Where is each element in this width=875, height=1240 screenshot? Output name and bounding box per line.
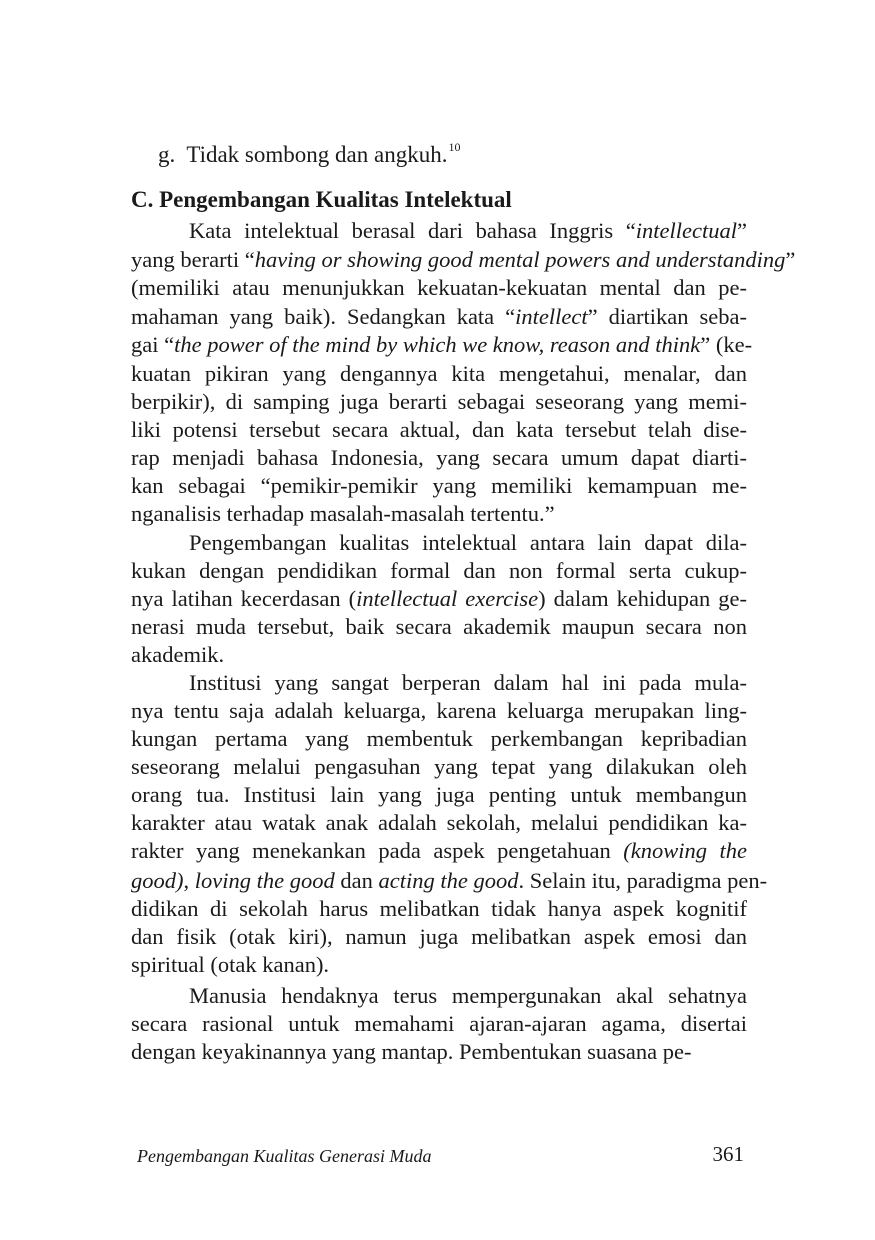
text-run: Kata intelektual berasal dari bahasa Inggris “ [189, 218, 636, 243]
text-line [131, 330, 753, 359]
text-line [131, 556, 747, 585]
text-run: ” [785, 247, 796, 272]
text-run: kuatan pikiran yang dengannya kita mengetahui, menalar, dan [131, 361, 747, 386]
italic-phrase: the power of the mind by which we know, reason and think [174, 332, 701, 357]
text-run: orang tua. Institusi lain yang juga penting untuk membangun [131, 782, 747, 807]
italic-phrase: good) [131, 868, 184, 893]
text-run: dan fisik (otak kiri), namun juga melibatkan aspek emosi dan [131, 924, 747, 949]
text-run: nya latihan kecerdasan ( [131, 586, 357, 611]
footnote-reference: 10 [448, 140, 461, 154]
text-line [131, 1037, 747, 1066]
text-run: Pengembangan kualitas intelektual antara lain dapat dila- [189, 530, 747, 555]
italic-phrase: (knowing the [623, 838, 748, 863]
text-line [131, 612, 747, 641]
text-run: dengan keyakinannya yang mantap. Pembentukan suasana pe- [131, 1039, 692, 1064]
text-run: kungan pertama yang membentuk perkembangan kepribadian [131, 726, 747, 751]
text-run: rakter yang menekankan pada aspek pengetahuan [131, 838, 624, 863]
text-line [189, 668, 747, 697]
text-run: seseorang melalui pengasuhan yang tepat yang dilakukan oleh [131, 754, 747, 779]
text-line [131, 1009, 747, 1038]
text-line [131, 894, 747, 923]
italic-phrase: acting the good [378, 868, 519, 893]
italic-phrase: intellectual [635, 218, 737, 243]
text-run: secara rasional untuk memahami ajaran-ajaran agama, disertai [131, 1011, 747, 1036]
list-marker: g. [158, 142, 176, 167]
text-run: ) dalam kehidupan ge- [538, 586, 747, 611]
text-line [131, 499, 747, 528]
text-line [131, 836, 747, 865]
text-run: rap menjadi bahasa Indonesia, yang secara umum dapat diarti- [131, 445, 747, 470]
text-line [131, 752, 747, 781]
list-item-g [158, 130, 460, 172]
text-line [189, 981, 747, 1010]
text-run: karakter atau watak anak adalah sekolah, melalui pendidikan ka- [131, 810, 747, 835]
text-run: , [183, 868, 195, 893]
text-line [131, 302, 747, 331]
text-line [189, 528, 747, 557]
list-item-text: Tidak sombong dan angkuh. [186, 142, 448, 167]
text-run: dan [334, 868, 379, 893]
text-line [131, 696, 747, 725]
text-line [131, 866, 768, 895]
text-line [131, 584, 747, 613]
text-line [131, 780, 747, 809]
text-run: nya tentu saja adalah keluarga, karena keluarga merupakan ling- [131, 698, 747, 723]
text-run: kan sebagai “pemikir-pemikir yang memiliki kemampuan me- [131, 473, 747, 498]
text-run: berpikir), di samping juga berarti sebagai seseorang yang memi- [131, 389, 747, 414]
text-run: liki potensi tersebut secara aktual, dan kata tersebut telah dise- [131, 417, 747, 442]
section-heading: C. Pengembangan Kualitas Intelektual [131, 187, 512, 212]
text-line [131, 245, 796, 274]
page-number: 361 [712, 1142, 744, 1166]
italic-phrase: loving the good [194, 868, 335, 893]
text-run: (memiliki atau menunjukkan kekuatan-kekuatan mental dan pe- [131, 275, 747, 300]
text-line [131, 387, 747, 416]
italic-phrase: intellect [515, 304, 588, 329]
text-run: gai “ [131, 332, 175, 357]
text-run: didikan di sekolah harus melibatkan tidak hanya aspek kognitif [131, 896, 747, 921]
text-run: spiritual (otak kanan). [131, 952, 330, 977]
text-run: nerasi muda tersebut, baik secara akademik maupun secara non [131, 614, 747, 639]
text-run: ” diartikan seba- [587, 304, 747, 329]
text-line [131, 808, 747, 837]
text-run: ” (ke- [700, 332, 753, 357]
text-line [131, 415, 747, 444]
text-line [189, 216, 747, 245]
text-run: mahaman yang baik). Sedangkan kata “ [131, 304, 516, 329]
text-line [131, 273, 747, 302]
text-line [131, 724, 747, 753]
text-run: Institusi yang sangat berperan dalam hal ini pada mula- [189, 670, 747, 695]
text-line [131, 359, 747, 388]
text-run: yang berarti “ [131, 247, 255, 272]
text-run: akademik. [131, 642, 225, 667]
running-footer-title: Pengembangan Kualitas Generasi Muda [137, 1146, 432, 1166]
italic-phrase: having or showing good mental powers and understanding [254, 247, 786, 272]
text-run: nganalisis terhadap masalah-masalah tertentu.” [131, 501, 555, 526]
text-run: ” [737, 218, 747, 243]
text-line [131, 443, 747, 472]
text-line [131, 922, 747, 951]
text-line [131, 950, 747, 979]
text-run: . Selain itu, paradigma pen- [518, 868, 768, 893]
italic-phrase: intellectual exercise [356, 586, 539, 611]
text-run: kukan dengan pendidikan formal dan non formal serta cukup- [131, 558, 747, 583]
text-line [131, 471, 747, 500]
text-line [131, 640, 747, 669]
text-run: Manusia hendaknya terus mempergunakan akal sehatnya [189, 983, 747, 1008]
